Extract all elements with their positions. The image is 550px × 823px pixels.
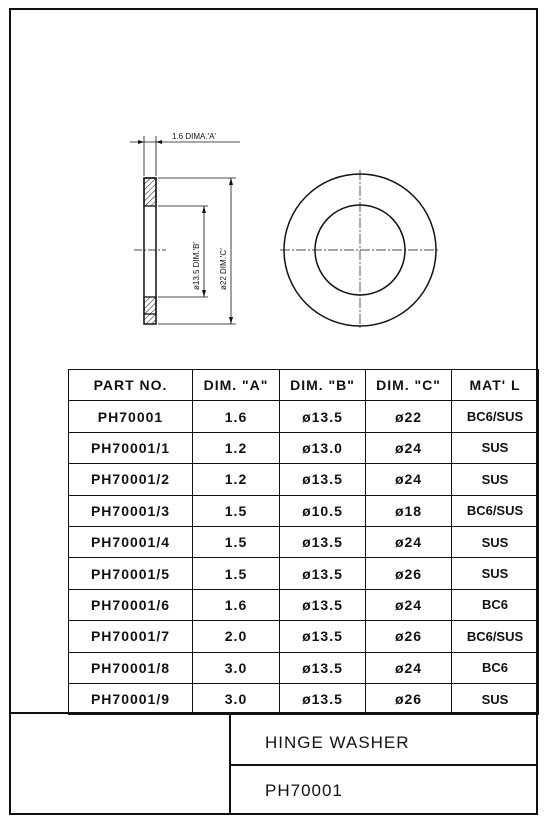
header-part-no: PART NO. bbox=[69, 370, 193, 401]
title-row bbox=[231, 714, 538, 766]
table-row bbox=[69, 589, 539, 620]
table-row bbox=[69, 401, 539, 432]
part-no-cell: PH70001/4 bbox=[69, 526, 193, 557]
dim-a-cell: 1.5 bbox=[193, 558, 280, 589]
dim-c-cell: ø24 bbox=[366, 526, 452, 557]
header-material: MAT' L bbox=[452, 370, 539, 401]
dim-a-cell: 1.2 bbox=[193, 432, 280, 463]
dim-c-cell: ø26 bbox=[366, 621, 452, 652]
dim-b-cell: ø13.5 bbox=[280, 401, 366, 432]
dim-b-cell: ø13.5 bbox=[280, 589, 366, 620]
part-no-cell: PH70001/8 bbox=[69, 652, 193, 683]
material-cell: SUS bbox=[452, 526, 539, 557]
section-hatch-top bbox=[144, 178, 156, 206]
dim-b-cell: ø13.5 bbox=[280, 558, 366, 589]
dim-a-cell: 3.0 bbox=[193, 652, 280, 683]
dim-b-cell: ø13.5 bbox=[280, 464, 366, 495]
dim-b-label: ø13.5 DIM.'B' bbox=[192, 242, 201, 290]
dimension-b bbox=[158, 206, 208, 297]
table-row bbox=[69, 683, 539, 714]
dim-a-cell: 1.5 bbox=[193, 526, 280, 557]
dim-b-cell: ø13.5 bbox=[280, 621, 366, 652]
dim-a-cell: 3.0 bbox=[193, 683, 280, 714]
washer-section-view bbox=[134, 178, 166, 324]
material-cell: BC6/SUS bbox=[452, 621, 539, 652]
dim-b-cell: ø13.5 bbox=[280, 652, 366, 683]
drawing-part-number: PH70001 bbox=[265, 781, 343, 800]
dim-b-cell: ø13.5 bbox=[280, 526, 366, 557]
dim-c-cell: ø24 bbox=[366, 589, 452, 620]
dim-a-cell: 1.6 bbox=[193, 401, 280, 432]
material-cell: SUS bbox=[452, 558, 539, 589]
dim-b-cell: ø10.5 bbox=[280, 495, 366, 526]
part-no-cell: PH70001/9 bbox=[69, 683, 193, 714]
header-dim-b: DIM. "B" bbox=[280, 370, 366, 401]
dim-c-cell: ø24 bbox=[366, 464, 452, 495]
table-row bbox=[69, 621, 539, 652]
dim-a-cell: 1.5 bbox=[193, 495, 280, 526]
table-row bbox=[69, 495, 539, 526]
dim-a-cell: 1.6 bbox=[193, 589, 280, 620]
material-cell: BC6/SUS bbox=[452, 495, 539, 526]
table-row bbox=[69, 432, 539, 463]
dim-c-cell: ø26 bbox=[366, 683, 452, 714]
material-cell: BC6 bbox=[452, 652, 539, 683]
material-cell: SUS bbox=[452, 464, 539, 495]
part-no-cell: PH70001/3 bbox=[69, 495, 193, 526]
material-cell: BC6/SUS bbox=[452, 401, 539, 432]
part-no-cell: PH70001/2 bbox=[69, 464, 193, 495]
drawing-title: HINGE WASHER bbox=[265, 733, 410, 752]
title-block-blank-cell bbox=[9, 714, 231, 815]
dim-c-cell: ø24 bbox=[366, 432, 452, 463]
part-no-cell: PH70001/7 bbox=[69, 621, 193, 652]
dim-b-cell: ø13.5 bbox=[280, 683, 366, 714]
part-no-cell: PH70001/5 bbox=[69, 558, 193, 589]
dim-c-cell: ø26 bbox=[366, 558, 452, 589]
part-no-cell: PH70001/1 bbox=[69, 432, 193, 463]
title-block bbox=[9, 712, 538, 815]
dim-c-cell: ø22 bbox=[366, 401, 452, 432]
table-header-row bbox=[69, 370, 539, 401]
dim-a-cell: 1.2 bbox=[193, 464, 280, 495]
part-number-row bbox=[231, 766, 538, 815]
header-dim-c: DIM. "C" bbox=[366, 370, 452, 401]
header-dim-a: DIM. "A" bbox=[193, 370, 280, 401]
dim-a-label: 1.6 DIMA.'A' bbox=[172, 132, 216, 141]
part-no-cell: PH70001/6 bbox=[69, 589, 193, 620]
washer-front-view bbox=[280, 170, 440, 330]
dim-c-cell: ø18 bbox=[366, 495, 452, 526]
dim-c-label: ø22 DIM.'C' bbox=[219, 248, 228, 290]
table-row bbox=[69, 558, 539, 589]
dim-c-cell: ø24 bbox=[366, 652, 452, 683]
material-cell: SUS bbox=[452, 683, 539, 714]
dim-a-cell: 2.0 bbox=[193, 621, 280, 652]
material-cell: SUS bbox=[452, 432, 539, 463]
dim-b-cell: ø13.0 bbox=[280, 432, 366, 463]
section-hatch-bottom bbox=[144, 297, 156, 324]
material-cell: BC6 bbox=[452, 589, 539, 620]
table-row bbox=[69, 526, 539, 557]
dimension-a bbox=[130, 132, 240, 176]
table-row bbox=[69, 652, 539, 683]
parts-table bbox=[68, 369, 539, 715]
part-no-cell: PH70001 bbox=[69, 401, 193, 432]
table-row bbox=[69, 464, 539, 495]
